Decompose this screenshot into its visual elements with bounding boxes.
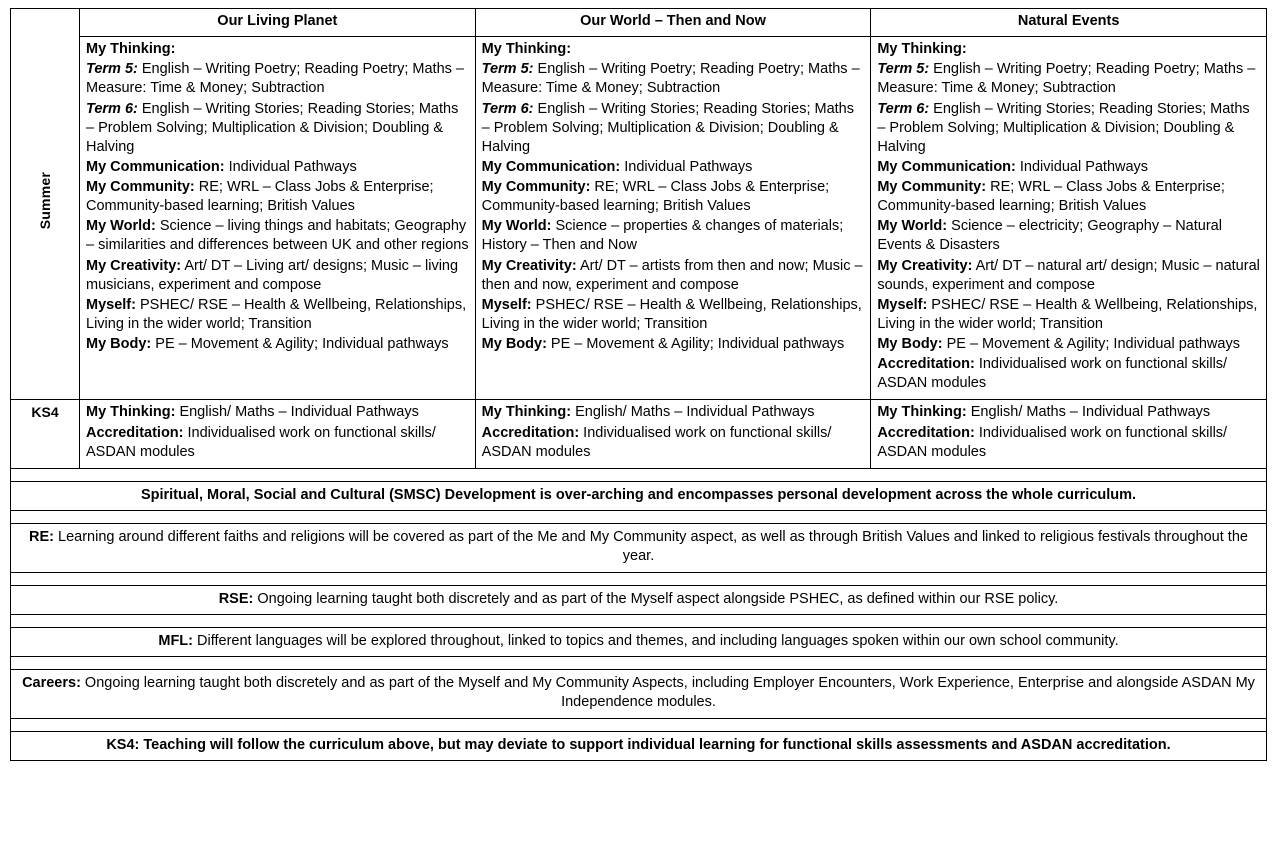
cell-line-label: My Communication: bbox=[86, 158, 225, 175]
footer-note-row bbox=[11, 627, 1267, 656]
cell-line bbox=[877, 335, 1260, 354]
cell-line-label: My Thinking: bbox=[481, 41, 572, 58]
cell-line-label: Term 6: bbox=[86, 100, 138, 117]
cell-line bbox=[482, 257, 865, 295]
topic-content-cell bbox=[475, 37, 871, 400]
cell-line bbox=[877, 40, 1260, 59]
cell-line bbox=[877, 296, 1260, 334]
cell-line-label: My Thinking: bbox=[877, 404, 967, 421]
cell-line bbox=[877, 60, 1260, 98]
cell-line bbox=[86, 178, 469, 216]
cell-line-label: My Body: bbox=[481, 336, 547, 352]
cell-line-label: My Communication: bbox=[877, 158, 1016, 175]
cell-line bbox=[86, 335, 469, 354]
cell-line-text: English – Writing Stories; Reading Stories; Maths – Problem Solving; Multiplication & Division; Doubling & Halving bbox=[481, 100, 854, 155]
footer-note-text: Different languages will be explored throughout, linked to topics and themes, and including languages spoken within our own school community. bbox=[193, 632, 1119, 649]
cell-line bbox=[482, 217, 865, 255]
table-row bbox=[11, 400, 1267, 468]
footer-note-row bbox=[11, 670, 1267, 719]
cell-line bbox=[482, 178, 865, 216]
cell-line-text: Art/ DT – natural art/ design; Music – natural sounds, experiment and compose bbox=[877, 257, 1260, 293]
cell-line bbox=[482, 40, 865, 59]
cell-line-label: Myself: bbox=[86, 296, 136, 313]
cell-line bbox=[877, 178, 1260, 216]
cell-line bbox=[482, 100, 865, 157]
cell-line-text: Individualised work on functional skills/ ASDAN modules bbox=[877, 424, 1228, 460]
cell-line-label: My Community: bbox=[877, 179, 987, 195]
cell-line-label: My Creativity: bbox=[877, 257, 973, 274]
footer-note-label: RE: bbox=[29, 529, 54, 546]
cell-line bbox=[86, 403, 469, 422]
cell-line bbox=[482, 403, 865, 422]
cell-line-text: PE – Movement & Agility; Individual pathways bbox=[942, 336, 1240, 352]
cell-line-text: Science – living things and habitats; Geography – similarities and differences between UK and other regions bbox=[86, 218, 469, 254]
cell-line bbox=[482, 158, 865, 177]
cell-line-text: Science – electricity; Geography – Natural Events & Disasters bbox=[877, 218, 1222, 254]
topic-column-header: Natural Events bbox=[871, 9, 1267, 37]
cell-line bbox=[86, 257, 469, 295]
cell-line-label: My Community: bbox=[86, 179, 195, 195]
cell-line-text: PSHEC/ RSE – Health & Wellbeing, Relationships, Living in the wider world; Transition bbox=[481, 296, 862, 332]
cell-line-label: Accreditation: bbox=[481, 424, 580, 441]
footer-note-careers bbox=[11, 670, 1267, 719]
cell-line-text: PE – Movement & Agility; Individual pathways bbox=[151, 336, 449, 352]
cell-line-text: Individual Pathways bbox=[224, 158, 357, 175]
footer-note-label: RSE: bbox=[218, 590, 254, 607]
topic-content-cell bbox=[475, 400, 871, 468]
cell-line-label: Accreditation: bbox=[877, 424, 975, 441]
cell-line-label: Term 5: bbox=[481, 61, 534, 78]
cell-line-label: My Creativity: bbox=[86, 257, 182, 274]
cell-line bbox=[86, 158, 469, 177]
cell-line bbox=[86, 296, 469, 334]
cell-line-label: My Thinking: bbox=[481, 404, 572, 421]
cell-line-text: PSHEC/ RSE – Health & Wellbeing, Relationships, Living in the wider world; Transition bbox=[877, 296, 1258, 332]
cell-line-text: PE – Movement & Agility; Individual pathways bbox=[546, 336, 845, 352]
row-spacer bbox=[11, 657, 1267, 670]
cell-line-label: Term 6: bbox=[481, 100, 534, 117]
cell-line-label: My Thinking: bbox=[86, 41, 176, 58]
footer-note-text: Ongoing learning taught both discretely and as part of the Myself and My Community Aspects, including Employer Encounters, Work Experience, Enterprise and alongside ASDAN My Independence modules. bbox=[80, 675, 1255, 711]
cell-line-text: Individualised work on functional skills/ ASDAN modules bbox=[86, 424, 436, 460]
cell-line bbox=[482, 335, 865, 354]
topic-content-cell bbox=[80, 400, 476, 468]
cell-line-label: My Body: bbox=[86, 336, 152, 352]
cell-line bbox=[877, 424, 1260, 462]
cell-line-label: Myself: bbox=[481, 296, 532, 313]
cell-line bbox=[86, 424, 469, 462]
footer-note-rse bbox=[11, 585, 1267, 614]
cell-line-label: My World: bbox=[481, 218, 552, 235]
cell-line bbox=[877, 217, 1260, 255]
row-spacer bbox=[11, 614, 1267, 627]
cell-line-label: Myself: bbox=[877, 296, 928, 313]
term-label: KS4 bbox=[31, 404, 59, 421]
topic-column-header: Our Living Planet bbox=[80, 9, 476, 37]
cell-line bbox=[86, 100, 469, 157]
curriculum-table bbox=[10, 8, 1267, 761]
cell-line-label: Accreditation: bbox=[86, 424, 184, 441]
footer-note-row bbox=[11, 481, 1267, 510]
cell-line-text: Individualised work on functional skills/ ASDAN modules bbox=[877, 356, 1228, 392]
cell-line-label: Term 5: bbox=[86, 61, 138, 78]
footer-note-mfl bbox=[11, 627, 1267, 656]
row-spacer bbox=[11, 572, 1267, 585]
cell-line-text: Individual Pathways bbox=[1015, 158, 1149, 175]
cell-line-label: My World: bbox=[877, 218, 948, 235]
footer-note-smsc: Spiritual, Moral, Social and Cultural (SMSC) Development is over-arching and encompasses personal development across the whole curriculum. bbox=[11, 481, 1267, 510]
cell-line-text: English – Writing Poetry; Reading Poetry; Maths – Measure: Time & Money; Subtraction bbox=[86, 61, 464, 97]
footer-note-ks4-note: KS4: Teaching will follow the curriculum above, but may deviate to support individual learning for functional skills assessments and ASDAN accreditation. bbox=[11, 731, 1267, 760]
cell-line bbox=[877, 158, 1260, 177]
cell-line-label: My Communication: bbox=[481, 158, 621, 175]
cell-line bbox=[482, 424, 865, 462]
cell-line-label: Term 5: bbox=[877, 61, 930, 78]
term-label-cell bbox=[11, 400, 80, 468]
cell-line-label: My Thinking: bbox=[86, 404, 176, 421]
row-spacer bbox=[11, 468, 1267, 481]
footer-note-label: Careers: bbox=[22, 675, 81, 692]
term-header-blank bbox=[11, 9, 80, 400]
cell-line bbox=[86, 217, 469, 255]
cell-line-label: My Body: bbox=[877, 336, 943, 352]
cell-line bbox=[877, 257, 1260, 295]
cell-line-text: English/ Maths – Individual Pathways bbox=[571, 404, 815, 421]
row-spacer bbox=[11, 511, 1267, 524]
cell-line-text: RE; WRL – Class Jobs & Enterprise; Community-based learning; British Values bbox=[877, 179, 1225, 215]
footer-note-row bbox=[11, 585, 1267, 614]
cell-line bbox=[86, 40, 469, 59]
footer-note-label: MFL: bbox=[158, 632, 193, 649]
cell-line-label: Term 6: bbox=[877, 100, 930, 117]
cell-line-text: English – Writing Poetry; Reading Poetry; Maths – Measure: Time & Money; Subtraction bbox=[877, 61, 1256, 97]
cell-line bbox=[877, 355, 1260, 393]
row-spacer bbox=[11, 718, 1267, 731]
cell-line-text: English – Writing Stories; Reading Stories; Maths – Problem Solving; Multiplication & Division; Doubling & Halving bbox=[86, 100, 459, 155]
cell-line bbox=[482, 60, 865, 98]
cell-line-text: Art/ DT – artists from then and now; Music – then and now, experiment and compose bbox=[481, 257, 863, 293]
cell-line-text: English – Writing Stories; Reading Stories; Maths – Problem Solving; Multiplication & Division; Doubling & Halving bbox=[877, 100, 1250, 155]
term-label: Summer bbox=[36, 171, 53, 229]
cell-line-label: My Community: bbox=[481, 179, 591, 195]
topic-column-header: Our World – Then and Now bbox=[475, 9, 871, 37]
cell-line-text: English/ Maths – Individual Pathways bbox=[175, 404, 419, 421]
cell-line-text: PSHEC/ RSE – Health & Wellbeing, Relationships, Living in the wider world; Transition bbox=[86, 296, 467, 332]
cell-line-label: My Creativity: bbox=[481, 257, 577, 274]
footer-note-text: Ongoing learning taught both discretely and as part of the Myself aspect alongside PSHEC, as defined within our RSE policy. bbox=[253, 590, 1059, 607]
cell-line-text: RE; WRL – Class Jobs & Enterprise; Community-based learning; British Values bbox=[481, 179, 830, 215]
footer-note-row bbox=[11, 524, 1267, 573]
cell-line-label: My World: bbox=[86, 218, 156, 235]
table-row bbox=[11, 37, 1267, 400]
cell-line bbox=[877, 100, 1260, 157]
cell-line-text: Individual Pathways bbox=[620, 158, 753, 175]
cell-line-text: English – Writing Poetry; Reading Poetry; Maths – Measure: Time & Money; Subtraction bbox=[481, 61, 860, 97]
cell-line bbox=[482, 296, 865, 334]
cell-line-text: Science – properties & changes of materials; History – Then and Now bbox=[481, 218, 844, 254]
topic-content-cell bbox=[80, 37, 476, 400]
footer-note-re bbox=[11, 524, 1267, 573]
cell-line bbox=[86, 60, 469, 98]
cell-line-text: English/ Maths – Individual Pathways bbox=[966, 404, 1211, 421]
footer-note-row bbox=[11, 731, 1267, 760]
cell-line-text: Art/ DT – Living art/ designs; Music – living musicians, experiment and compose bbox=[86, 257, 459, 293]
topic-header-row bbox=[11, 9, 1267, 37]
cell-line-text: Individualised work on functional skills/ ASDAN modules bbox=[481, 424, 832, 460]
topic-content-cell bbox=[871, 37, 1267, 400]
cell-line-label: Accreditation: bbox=[877, 356, 975, 373]
topic-content-cell bbox=[871, 400, 1267, 468]
cell-line-label: My Thinking: bbox=[877, 41, 967, 58]
cell-line-text: RE; WRL – Class Jobs & Enterprise; Community-based learning; British Values bbox=[86, 179, 434, 215]
footer-note-text: Learning around different faiths and religions will be covered as part of the Me and My Community aspect, as well as through British Values and linked to religious festivals throughout the year. bbox=[54, 529, 1248, 565]
cell-line bbox=[877, 403, 1260, 422]
